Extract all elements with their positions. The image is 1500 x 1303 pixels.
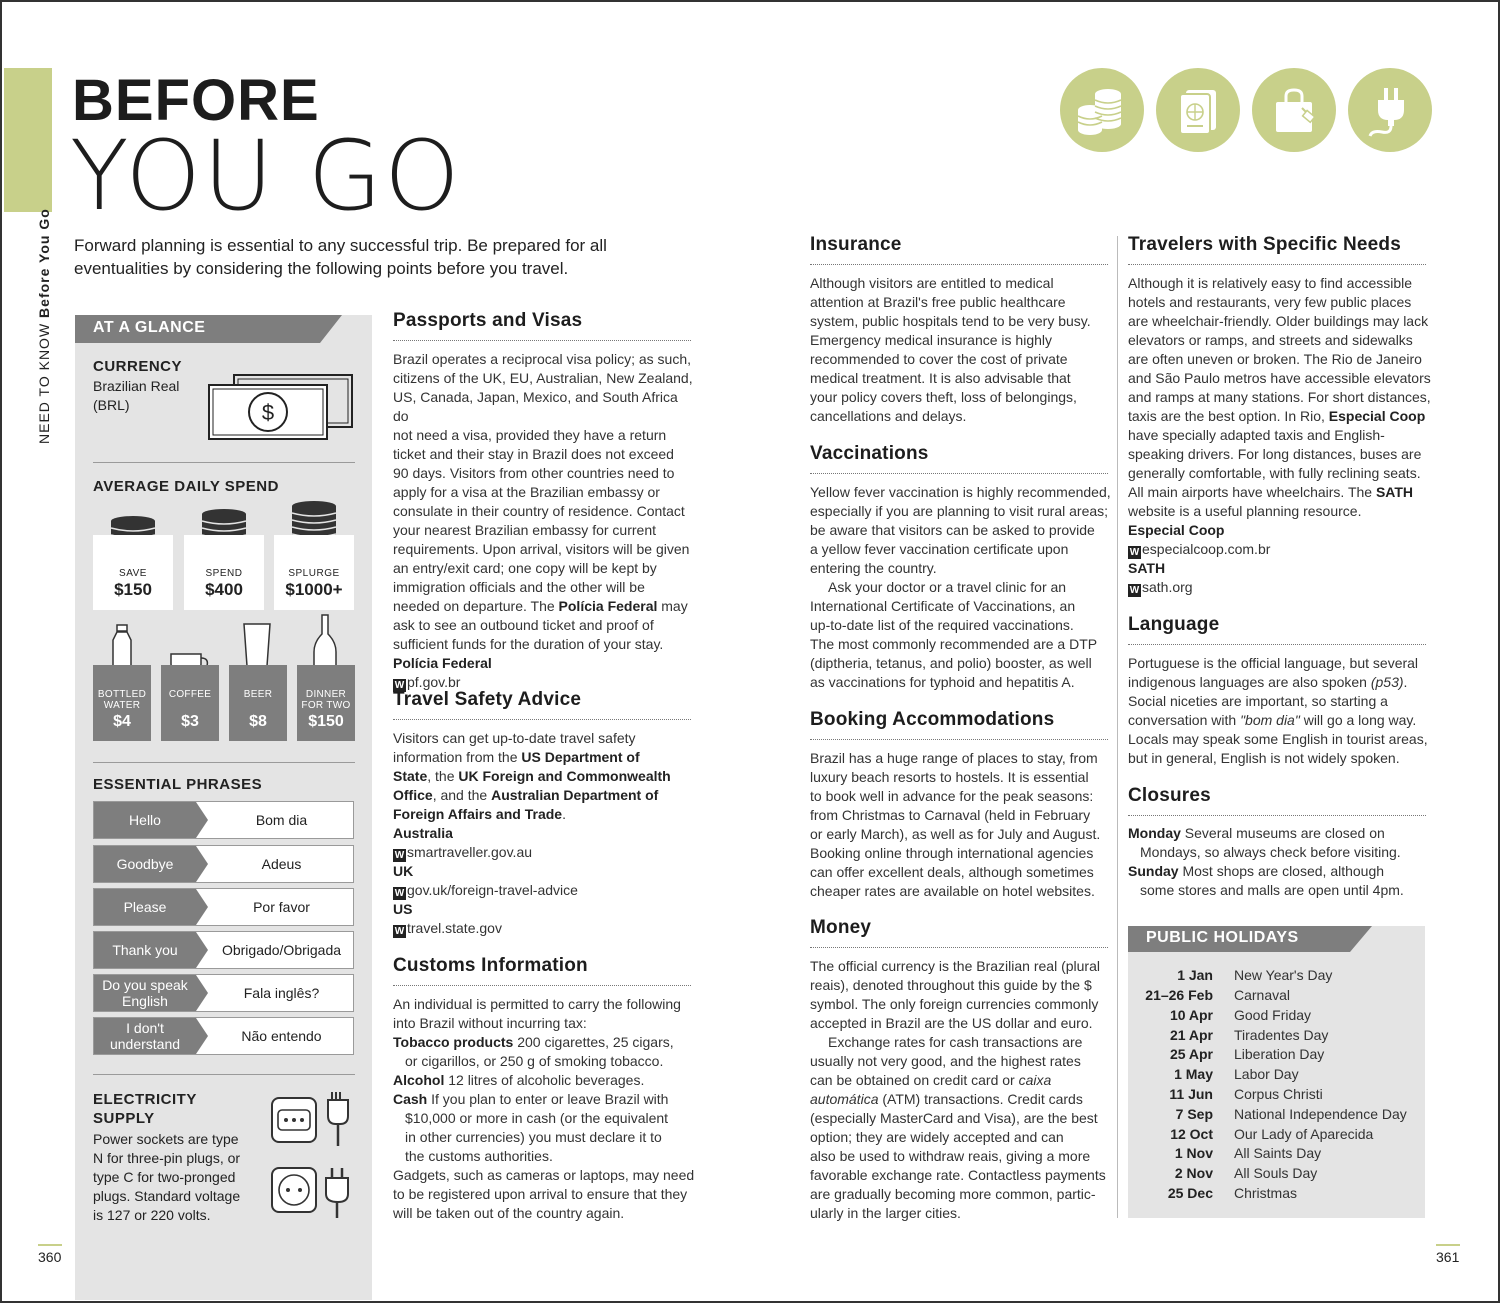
- vaccinations-text: Yellow fever vaccination is highly recommended, especially if you are planning to visit rural areas; be aware that visitors can be asked to provide a yellow fever vaccination certificate upon entering the country. Ask your doctor or a travel clinic for an International Certificate of Vaccinations, an up-to-date list of the required vaccinations. The most commonly recommended are a DTP (diptheria, tetanus, and polio) booster, as well as vaccinations for typhoid and hepatitis A.: [810, 484, 1111, 690]
- page-title-line1: BEFORE: [72, 68, 320, 133]
- heading-rule: [1128, 815, 1426, 816]
- holiday-row: 12 Oct Our Lady of Aparecida: [1170, 1126, 1374, 1142]
- page-number-rule: [38, 1244, 62, 1246]
- public-holidays-header: PUBLIC HOLIDAYS: [1128, 926, 1350, 952]
- web-icon: W: [394, 850, 405, 861]
- web-icon: W: [394, 680, 405, 691]
- insurance-heading: Insurance: [810, 234, 902, 255]
- heading-rule: [810, 947, 1108, 948]
- column-divider: [1117, 236, 1118, 1218]
- language-heading: Language: [1128, 614, 1220, 635]
- coins-icon: [1060, 68, 1144, 152]
- web-icon: W: [1129, 547, 1140, 558]
- safety-text: Visitors can get up-to-date travel safety information from the US Department of State, the UK Foreign and Commonwealth Office, and the Australian Department of Foreign Affairs and Trade. Australia W smartraveller.gov.au UK W gov.uk/foreign-travel-advice US W travel.state.gov: [393, 729, 693, 938]
- page-number-rule: [1436, 1244, 1460, 1246]
- specific-needs-text: Although it is relatively easy to find accessible hotels and restaurants, very few public places are wheelchair-friendly. Older buildings may lack elevators or ramps, and streets and sidewalks are often uneven or broken. The Rio de Janeiro and São Paulo metros have accessible elevators and ramps at many stations. For short distances, taxis are the best option. In Rio, Especial Coop have specially adapted taxis and English- speaking drivers. For long distances, buses are generally comfortable, with fully reclining seats. All main airports have wheelchairs. The SATH website is a useful planning resource. Especial Coop W especialcoop.com.br SATH W sath.org: [1128, 274, 1433, 597]
- holiday-row: 21–26 Feb Carnaval: [1145, 987, 1291, 1003]
- divider: [93, 1074, 355, 1075]
- web-icon: W: [1129, 585, 1140, 596]
- banknote-icon: [206, 373, 356, 443]
- bag-icon: [1252, 68, 1336, 152]
- link-especialcoop[interactable]: W especialcoop.com.br: [1129, 541, 1271, 558]
- page-number-right: 361: [1436, 1249, 1460, 1265]
- link-smartraveller[interactable]: W smartraveller.gov.au: [394, 844, 533, 861]
- heading-rule: [393, 340, 691, 341]
- insurance-text: Although visitors are entitled to medical attention at Brazil's free public healthcare system, public hospitals tend to be very busy. Emergency medical insurance is highly recommended to cover the cost of private medical treatment. It is also advisable that your policy covers theft, loss of belongings, cancellations and delays.: [810, 275, 1091, 424]
- daily-spend-heading: AVERAGE DAILY SPEND: [93, 478, 279, 495]
- passports-text: Brazil operates a reciprocal visa policy; as such, citizens of the UK, EU, Australian, New Zealand, US, Canada, Japan, Mexico, and South Africa do not need a visa, provided they have a return ticket and their stay in Brazil does not exceed 90 days. Visitors from other countries need to apply for a visa at the Brazilian embassy or consulate in their country of residence. Contact your nearest Brazilian embassy for current requirements. Upon arrival, visitors will be given an entry/exit card; one copy will be kept by immigration officials and the other will be needed on departure. The Polícia Federal may ask to see an outbound ticket and proof of sufficient funds for the duration of your stay. Polícia Federal W pf.gov.br: [393, 351, 693, 691]
- side-label: NEED TO KNOW Before You Go: [36, 208, 52, 444]
- money-heading: Money: [810, 917, 872, 938]
- heading-rule: [1128, 264, 1426, 265]
- svg-text:$: $: [261, 400, 275, 425]
- phrase-row: Do you speak English Fala inglês?: [93, 974, 354, 1012]
- currency-name: Brazilian Real: [93, 378, 180, 394]
- closures-text: Monday Several museums are closed on Mondays, so always check before visiting. Sunday Most shops are closed, although some stores and malls are open until 4pm.: [1128, 825, 1404, 898]
- holiday-row: 1 Nov All Saints Day: [1174, 1145, 1322, 1161]
- dinner-for-two-price: DINNER FOR TWO $150: [297, 665, 355, 741]
- safety-heading: Travel Safety Advice: [393, 689, 582, 710]
- heading-rule: [393, 985, 691, 986]
- divider: [93, 762, 355, 763]
- phrase-row: Hello Bom dia: [93, 801, 354, 839]
- specific-needs-heading: Travelers with Specific Needs: [1128, 234, 1401, 255]
- holiday-row: 2 Nov All Souls Day: [1174, 1165, 1318, 1181]
- link-gov-uk[interactable]: W gov.uk/foreign-travel-advice: [394, 882, 578, 899]
- link-sath[interactable]: W sath.org: [1129, 579, 1193, 596]
- currency-heading: CURRENCY: [93, 358, 183, 375]
- phrase-row: Thank you Obrigado/Obrigada: [93, 931, 354, 969]
- booking-heading: Booking Accommodations: [810, 709, 1055, 730]
- electricity-heading-2: SUPPLY: [93, 1110, 155, 1127]
- holiday-row: 10 Apr Good Friday: [1169, 1007, 1312, 1023]
- customs-heading: Customs Information: [393, 955, 588, 976]
- heading-rule: [1128, 644, 1426, 645]
- electricity-text: Power sockets are type N for three-pin plugs, or type C for two-pronged plugs. Standard voltage is 127 or 220 volts.: [93, 1131, 241, 1223]
- page-number-left: 360: [38, 1249, 62, 1265]
- customs-text: An individual is permitted to carry the following into Brazil without incurring tax: Tobacco products 200 cigarettes, 25 cigars, or cigarillos, or 250 g of smoking tobacco. Alcohol 12 litres of alcoholic beverages. Cash If you plan to enter or leave Brazil with $10,000 or more in cash (or the equivalent in other currencies) you must declare it to the customs authorities. Gadgets, such as cameras or laptops, may need to be registered upon arrival to ensure that they will be taken out of the country again.: [393, 996, 695, 1221]
- holiday-row: 25 Apr Liberation Day: [1169, 1046, 1325, 1062]
- page-title-line2: YOU GO: [70, 120, 462, 232]
- holiday-row: 11 Jun Corpus Christi: [1169, 1086, 1323, 1102]
- phrase-row: I don't understand Não entendo: [93, 1017, 354, 1055]
- web-icon: W: [394, 888, 405, 899]
- electricity-heading-1: ELECTRICITY: [93, 1091, 197, 1108]
- socket-plug-icon: [270, 1090, 358, 1220]
- phrases-heading: ESSENTIAL PHRASES: [93, 776, 263, 793]
- at-a-glance-header: AT A GLANCE: [75, 315, 320, 343]
- spend-save-card: SAVE $150: [93, 535, 173, 610]
- top-icons: [1060, 68, 1432, 152]
- holiday-row: 1 Jan New Year's Day: [1177, 967, 1333, 983]
- currency-code: (BRL): [93, 397, 130, 413]
- plug-icon: [1348, 68, 1432, 152]
- link-state-gov[interactable]: W travel.state.gov: [394, 920, 502, 937]
- beer-price: BEER $8: [229, 665, 287, 741]
- passport-icon: [1156, 68, 1240, 152]
- holiday-row: 21 Apr Tiradentes Day: [1169, 1027, 1329, 1043]
- spend-spend-card: SPEND $400: [184, 535, 264, 610]
- holiday-row: 25 Dec Christmas: [1167, 1185, 1298, 1201]
- heading-rule: [810, 739, 1108, 740]
- intro-text: Forward planning is essential to any successful trip. Be prepared for all eventualities by considering the following points before you travel.: [74, 236, 607, 278]
- language-text: Portuguese is the official language, but several indigenous languages are also spoken (p53). Social niceties are important, so starting a conversation with "bom dia" will go a long way. Locals may speak some English in tourist areas, but in general, English is not widely spoken.: [1128, 655, 1428, 766]
- heading-rule: [393, 719, 691, 720]
- heading-rule: [810, 473, 1108, 474]
- bottled-water-price: BOTTLED WATER $4: [93, 665, 151, 741]
- vaccinations-heading: Vaccinations: [810, 443, 929, 464]
- phrase-row: Please Por favor: [93, 888, 354, 926]
- holiday-row: 1 May Labor Day: [1174, 1066, 1299, 1082]
- money-text: The official currency is the Brazilian real (plural reais), denoted throughout this guide by the $ symbol. The only foreign currencies commonly accepted in Brazil are the US dollar and euro. Exchange rates for cash transactions are usually not very good, and the highest rates can be obtained on credit card or caixa automática (ATM) transactions. Credit cards (especially MasterCard and Visa), are the best option; they are widely accepted and can also be used to withdraw reais, giving a more favorable exchange rate. Contactless payments are gradually becoming more common, partic- ularly in the larger cities.: [810, 958, 1106, 1221]
- passports-heading: Passports and Visas: [393, 310, 583, 331]
- closures-heading: Closures: [1128, 785, 1211, 806]
- section-tab: [4, 68, 52, 212]
- heading-rule: [810, 264, 1108, 265]
- booking-text: Brazil has a huge range of places to stay, from luxury beach resorts to hostels. It is essential to book well in advance for the peak seasons: from Christmas to Carnaval (held in February or early March), as well as for July and August. Booking online through international agencies can offer excellent deals, although sometimes cheaper rates are available on hotel websites.: [810, 750, 1101, 899]
- spend-splurge-card: SPLURGE $1000+: [274, 535, 354, 610]
- web-icon: W: [394, 926, 405, 937]
- public-holidays-panel: [1128, 926, 1425, 1218]
- holiday-row: 7 Sep National Independence Day: [1175, 1106, 1407, 1122]
- divider: [93, 462, 355, 463]
- link-pf[interactable]: W pf.gov.br: [394, 674, 461, 691]
- phrase-row: Goodbye Adeus: [93, 845, 354, 883]
- coffee-price: COFFEE $3: [161, 665, 219, 741]
